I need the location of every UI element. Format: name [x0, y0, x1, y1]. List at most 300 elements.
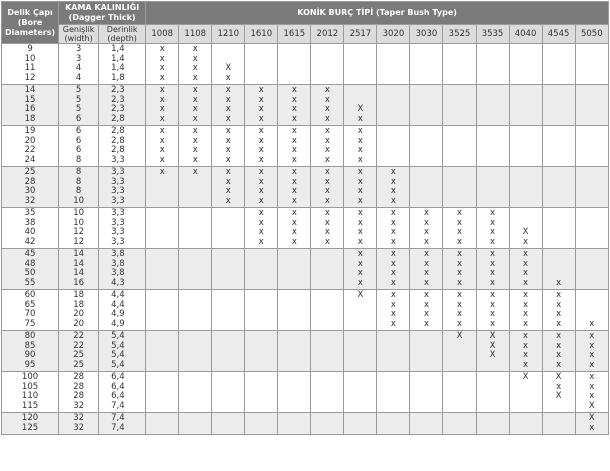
compatibility-mark-cell-value: x	[357, 249, 363, 259]
compatibility-mark-cell-value	[245, 320, 277, 330]
compatibility-mark-cell	[212, 331, 245, 372]
bore-diameter-cell-value: 48	[24, 258, 36, 269]
key-width-cell-value: 5	[75, 94, 82, 105]
key-width-cell-value: 22	[73, 340, 85, 351]
compatibility-mark-cell-value: x	[225, 145, 231, 155]
compatibility-mark-cell-value: X	[555, 391, 562, 401]
compatibility-mark-cell	[311, 372, 344, 413]
compatibility-mark-cell-value	[179, 414, 211, 424]
compatibility-mark-cell-value: x	[456, 299, 462, 310]
bore-diameter-cell-value: 70	[24, 309, 36, 319]
compatibility-mark-cell-value: x	[423, 277, 429, 288]
bore-diameter-cell-value: 28	[24, 176, 36, 187]
key-width-cell	[59, 85, 99, 126]
compatibility-mark-cell	[575, 331, 608, 372]
bore-diameter-cell-value: 55	[24, 277, 36, 288]
compatibility-mark-cell	[311, 249, 344, 290]
compatibility-mark-cell-value	[278, 291, 310, 301]
compatibility-mark-cell-value	[344, 74, 376, 84]
compatibility-mark-cell	[377, 208, 410, 249]
compatibility-mark-cell-value	[377, 361, 409, 371]
bore-diameter-cell-value: 42	[24, 236, 36, 247]
compatibility-mark-cell	[278, 167, 311, 208]
compatibility-mark-cell-value: x	[357, 227, 363, 237]
compatibility-mark-cell-value	[477, 402, 509, 412]
compatibility-mark-cell-value	[179, 269, 211, 279]
key-depth-cell-value: 4,4	[111, 299, 125, 310]
compatibility-mark-cell	[146, 167, 179, 208]
key-depth-cell-value: 5,4	[111, 350, 125, 360]
compatibility-mark-cell-value: x	[523, 249, 529, 259]
bore-diameter-cell-value: 60	[24, 290, 36, 300]
key-depth-cell-value: 1,4	[111, 53, 125, 64]
key-depth-cell	[99, 331, 146, 372]
compatibility-mark-cell	[146, 44, 179, 85]
compatibility-mark-cell-value	[576, 55, 608, 65]
compatibility-mark-cell-value: X	[555, 372, 562, 382]
compatibility-mark-cell	[542, 372, 575, 413]
compatibility-mark-cell-value	[146, 351, 178, 361]
compatibility-mark-cell-value	[245, 260, 277, 270]
compatibility-mark-cell	[146, 372, 179, 413]
compatibility-mark-cell-value	[543, 55, 575, 65]
compatibility-mark-cell	[443, 44, 476, 85]
compatibility-mark-cell-value: x	[291, 186, 297, 196]
compatibility-mark-cell-value	[278, 342, 310, 352]
compatibility-mark-cell-value: x	[324, 195, 330, 206]
compatibility-mark-cell-value	[311, 424, 343, 434]
compatibility-mark-cell-value: x	[589, 372, 595, 382]
compatibility-mark-cell-value: x	[390, 258, 396, 269]
compatibility-mark-cell-value: x	[456, 217, 462, 228]
compatibility-mark-cell-value	[245, 383, 277, 393]
compatibility-mark-cell-value: x	[357, 167, 363, 177]
compatibility-mark-cell-value	[278, 351, 310, 361]
compatibility-mark-cell-value	[510, 146, 542, 156]
key-depth-cell	[99, 413, 146, 435]
bore-diameter-cell-value: 50	[24, 268, 36, 278]
bush-type-header: 2517	[344, 25, 377, 44]
compatibility-mark-cell-value: x	[456, 249, 462, 259]
compatibility-mark-cell	[476, 85, 509, 126]
key-depth-cell-value: 4,9	[111, 309, 125, 319]
compatibility-mark-cell	[344, 44, 377, 85]
compatibility-mark-cell-value	[443, 197, 475, 207]
compatibility-mark-cell-value	[576, 250, 608, 260]
compatibility-mark-cell	[476, 413, 509, 435]
compatibility-mark-cell-value	[410, 402, 442, 412]
compatibility-mark-cell-value	[410, 127, 442, 137]
key-width-cell-value: 4	[75, 63, 82, 73]
compatibility-mark-cell-value: x	[291, 217, 297, 228]
compatibility-mark-cell-value	[576, 291, 608, 301]
compatibility-mark-cell-value	[410, 86, 442, 96]
compatibility-mark-cell-value	[146, 238, 178, 248]
bore-diameter-cell-value: 45	[24, 249, 36, 259]
key-depth-cell	[99, 290, 146, 331]
compatibility-mark-cell-value	[311, 55, 343, 65]
compatibility-mark-cell-value: x	[390, 236, 396, 247]
bore-diameter-cell-value: 115	[21, 400, 39, 411]
compatibility-mark-cell-value	[543, 137, 575, 147]
compatibility-mark-cell-value: x	[390, 299, 396, 310]
compatibility-mark-cell-value	[146, 187, 178, 197]
compatibility-mark-cell	[311, 331, 344, 372]
compatibility-mark-cell-value	[344, 402, 376, 412]
compatibility-mark-cell-value: x	[456, 208, 462, 218]
compatibility-mark-cell-value	[179, 373, 211, 383]
compatibility-mark-cell-value: x	[258, 208, 264, 218]
compatibility-mark-cell-value	[212, 414, 244, 424]
compatibility-mark-cell	[212, 290, 245, 331]
compatibility-mark-cell	[410, 44, 443, 85]
key-depth-cell-value: 7,4	[111, 422, 125, 433]
compatibility-mark-cell-value	[543, 156, 575, 166]
compatibility-mark-cell-value: x	[490, 309, 496, 319]
bore-group-row	[2, 208, 609, 249]
bush-type-header: 3535	[476, 25, 509, 44]
compatibility-mark-cell-value: x	[258, 167, 264, 177]
compatibility-mark-cell-value	[543, 178, 575, 188]
key-width-header: Genişlik (width)	[59, 25, 99, 44]
compatibility-mark-cell-value	[510, 105, 542, 115]
key-depth-cell-value: 3,3	[111, 217, 125, 228]
compatibility-mark-cell	[509, 126, 542, 167]
compatibility-mark-cell	[575, 249, 608, 290]
compatibility-mark-cell-value	[510, 156, 542, 166]
compatibility-mark-cell-value	[278, 310, 310, 320]
compatibility-mark-cell	[443, 85, 476, 126]
compatibility-mark-cell-value	[146, 178, 178, 188]
compatibility-mark-cell-value	[146, 402, 178, 412]
compatibility-mark-cell	[509, 372, 542, 413]
compatibility-mark-cell-value	[410, 361, 442, 371]
compatibility-mark-cell-value: x	[423, 249, 429, 259]
key-depth-cell-value: 5,4	[111, 359, 125, 370]
compatibility-mark-cell-value	[311, 383, 343, 393]
compatibility-mark-cell	[509, 44, 542, 85]
compatibility-mark-cell-value	[443, 342, 475, 352]
key-depth-cell	[99, 85, 146, 126]
compatibility-mark-cell	[509, 208, 542, 249]
key-depth-cell-value: 6,4	[111, 391, 125, 401]
compatibility-mark-cell	[575, 126, 608, 167]
bore-group-row	[2, 44, 609, 85]
key-depth-cell	[99, 44, 146, 85]
key-depth-cell	[99, 372, 146, 413]
compatibility-mark-cell	[311, 167, 344, 208]
compatibility-mark-cell-value: x	[225, 167, 231, 177]
compatibility-mark-cell-value	[410, 156, 442, 166]
compatibility-mark-cell-value: x	[258, 154, 264, 165]
taper-bush-table	[1, 1, 609, 435]
compatibility-mark-cell	[245, 208, 278, 249]
compatibility-mark-cell-value: X	[489, 350, 496, 360]
compatibility-mark-cell	[476, 290, 509, 331]
compatibility-mark-cell-value: x	[159, 154, 165, 165]
compatibility-mark-cell-value	[179, 219, 211, 229]
key-width-cell-value: 16	[73, 277, 85, 288]
compatibility-mark-cell-value: x	[192, 63, 198, 73]
compatibility-mark-cell	[344, 208, 377, 249]
compatibility-mark-cell-value	[510, 414, 542, 424]
compatibility-mark-cell-value	[278, 402, 310, 412]
compatibility-mark-cell	[245, 331, 278, 372]
compatibility-mark-cell-value	[443, 178, 475, 188]
key-width-cell	[59, 290, 99, 331]
compatibility-mark-cell-value: x	[324, 208, 330, 218]
compatibility-mark-cell-value	[245, 402, 277, 412]
compatibility-mark-cell	[212, 372, 245, 413]
compatibility-mark-cell-value: x	[192, 44, 198, 54]
compatibility-mark-cell-value	[245, 310, 277, 320]
compatibility-mark-cell-value	[311, 74, 343, 84]
compatibility-mark-cell-value: x	[456, 227, 462, 237]
compatibility-mark-cell-value: x	[159, 63, 165, 73]
key-depth-cell-value: 3,8	[111, 268, 125, 278]
bore-diameter-cell	[2, 126, 59, 167]
compatibility-mark-cell	[344, 413, 377, 435]
compatibility-mark-cell-value	[477, 168, 509, 178]
compatibility-mark-cell	[542, 126, 575, 167]
compatibility-mark-cell-value	[410, 105, 442, 115]
key-depth-cell-value: 2,8	[111, 113, 125, 124]
compatibility-mark-cell	[410, 126, 443, 167]
bore-diameter-cell-value: 75	[24, 318, 36, 329]
bush-type-header: 1615	[278, 25, 311, 44]
compatibility-mark-cell	[542, 290, 575, 331]
compatibility-mark-cell-value: x	[258, 176, 264, 187]
compatibility-mark-cell-value	[410, 373, 442, 383]
compatibility-mark-cell	[443, 126, 476, 167]
compatibility-mark-cell-value: x	[423, 208, 429, 218]
key-width-cell-value: 32	[73, 422, 85, 433]
key-width-cell	[59, 413, 99, 435]
compatibility-mark-cell-value	[377, 74, 409, 84]
compatibility-mark-cell-value: x	[456, 268, 462, 278]
compatibility-mark-cell	[212, 208, 245, 249]
compatibility-mark-cell	[245, 44, 278, 85]
compatibility-mark-cell-value	[443, 55, 475, 65]
compatibility-mark-cell-value	[278, 383, 310, 393]
compatibility-mark-cell-value: x	[258, 94, 264, 105]
compatibility-mark-cell-value	[212, 310, 244, 320]
compatibility-mark-cell	[179, 290, 212, 331]
compatibility-mark-cell-value	[311, 373, 343, 383]
compatibility-mark-cell-value: x	[357, 195, 363, 206]
compatibility-mark-cell-value	[212, 361, 244, 371]
compatibility-mark-cell	[344, 126, 377, 167]
key-depth-cell-value: 1,8	[111, 72, 125, 83]
compatibility-mark-cell-value	[477, 414, 509, 424]
compatibility-mark-cell	[245, 372, 278, 413]
compatibility-mark-cell-value	[179, 187, 211, 197]
compatibility-mark-cell-value	[377, 45, 409, 55]
compatibility-mark-cell-value	[410, 332, 442, 342]
compatibility-mark-cell-value	[377, 96, 409, 106]
key-width-cell-value: 5	[75, 104, 82, 114]
compatibility-mark-cell-value	[311, 332, 343, 342]
compatibility-mark-cell-value	[311, 310, 343, 320]
key-depth-cell-value: 2,8	[111, 135, 125, 146]
compatibility-mark-cell-value	[278, 332, 310, 342]
key-width-cell-value: 32	[73, 413, 85, 423]
compatibility-mark-cell-value	[377, 137, 409, 147]
compatibility-mark-cell-value: x	[357, 186, 363, 196]
compatibility-mark-cell-value: x	[589, 340, 595, 351]
compatibility-mark-cell-value: x	[357, 236, 363, 247]
compatibility-mark-cell-value	[344, 332, 376, 342]
compatibility-mark-cell	[179, 167, 212, 208]
compatibility-mark-cell	[245, 413, 278, 435]
compatibility-mark-cell	[410, 167, 443, 208]
compatibility-mark-cell-value	[576, 105, 608, 115]
compatibility-mark-cell-value: x	[192, 94, 198, 105]
compatibility-mark-cell-value	[443, 383, 475, 393]
compatibility-mark-cell-value: x	[324, 126, 330, 136]
key-width-cell	[59, 44, 99, 85]
compatibility-mark-cell-value	[510, 96, 542, 106]
compatibility-mark-cell-value	[576, 209, 608, 219]
compatibility-mark-cell	[476, 44, 509, 85]
compatibility-mark-cell-value	[212, 238, 244, 248]
bore-diameter-cell	[2, 413, 59, 435]
compatibility-mark-cell-value	[278, 250, 310, 260]
compatibility-mark-cell-value	[212, 250, 244, 260]
compatibility-mark-cell	[410, 331, 443, 372]
compatibility-mark-cell-value: X	[489, 340, 496, 351]
compatibility-mark-cell-value: x	[324, 135, 330, 146]
compatibility-mark-cell-value	[410, 74, 442, 84]
compatibility-mark-cell	[509, 85, 542, 126]
compatibility-mark-cell-value	[245, 269, 277, 279]
compatibility-mark-cell	[311, 85, 344, 126]
compatibility-mark-cell-value	[543, 168, 575, 178]
compatibility-mark-cell-value	[212, 209, 244, 219]
compatibility-mark-cell-value: x	[258, 186, 264, 196]
compatibility-mark-cell	[146, 126, 179, 167]
compatibility-mark-cell-value	[543, 86, 575, 96]
compatibility-mark-cell-value: x	[423, 217, 429, 228]
compatibility-mark-cell-value	[477, 187, 509, 197]
compatibility-mark-cell-value	[477, 96, 509, 106]
compatibility-mark-cell	[146, 208, 179, 249]
compatibility-mark-cell-value: x	[225, 195, 231, 206]
compatibility-mark-cell	[179, 331, 212, 372]
compatibility-mark-cell-value: x	[159, 44, 165, 54]
bore-diameter-cell	[2, 167, 59, 208]
compatibility-mark-cell-value: x	[258, 227, 264, 237]
compatibility-mark-cell	[377, 372, 410, 413]
key-width-cell-value: 18	[73, 290, 85, 300]
compatibility-mark-cell	[179, 372, 212, 413]
bore-diameter-cell-value: 12	[24, 72, 36, 83]
bore-diameter-cell-value: 30	[24, 186, 36, 196]
compatibility-mark-cell-value: x	[423, 268, 429, 278]
compatibility-mark-cell-value	[344, 424, 376, 434]
compatibility-mark-cell-value	[179, 342, 211, 352]
compatibility-mark-cell	[245, 290, 278, 331]
compatibility-mark-cell-value: x	[258, 217, 264, 228]
compatibility-mark-cell-value	[146, 373, 178, 383]
key-width-cell-value: 3	[75, 53, 82, 64]
bore-diameter-cell-value: 85	[24, 340, 36, 351]
compatibility-mark-cell-value: x	[225, 186, 231, 196]
compatibility-mark-cell-value	[477, 156, 509, 166]
compatibility-mark-cell-value	[410, 64, 442, 74]
key-depth-cell-value: 6,4	[111, 381, 125, 392]
compatibility-mark-cell-value: x	[324, 94, 330, 105]
compatibility-mark-cell-value	[543, 424, 575, 434]
key-width-cell-value: 6	[75, 135, 82, 146]
compatibility-mark-cell-value	[146, 219, 178, 229]
compatibility-mark-cell	[443, 331, 476, 372]
compatibility-mark-cell-value	[477, 146, 509, 156]
compatibility-mark-cell	[311, 126, 344, 167]
compatibility-mark-cell-value	[443, 127, 475, 137]
compatibility-mark-cell-value: x	[159, 113, 165, 124]
compatibility-mark-cell-value	[344, 351, 376, 361]
compatibility-mark-cell-value	[377, 127, 409, 137]
compatibility-mark-cell-value: x	[159, 145, 165, 155]
compatibility-mark-cell	[377, 331, 410, 372]
compatibility-mark-cell	[344, 290, 377, 331]
compatibility-mark-cell-value	[543, 414, 575, 424]
compatibility-mark-cell-value	[179, 250, 211, 260]
compatibility-mark-cell-value: x	[589, 422, 595, 433]
compatibility-mark-cell-value	[377, 424, 409, 434]
compatibility-mark-cell-value: x	[523, 359, 529, 370]
compatibility-mark-cell-value	[146, 291, 178, 301]
bush-type-header: 5050	[575, 25, 608, 44]
key-width-cell-value: 3	[75, 44, 82, 54]
compatibility-mark-cell-value: x	[192, 145, 198, 155]
key-depth-cell	[99, 126, 146, 167]
compatibility-mark-cell-value: x	[324, 236, 330, 247]
compatibility-mark-cell-value: x	[291, 94, 297, 105]
compatibility-mark-cell-value: x	[225, 94, 231, 105]
compatibility-mark-cell-value	[278, 55, 310, 65]
compatibility-mark-cell	[278, 372, 311, 413]
compatibility-mark-cell-value	[245, 373, 277, 383]
compatibility-mark-cell-value: x	[324, 113, 330, 124]
compatibility-mark-cell-value: x	[523, 318, 529, 329]
compatibility-mark-cell-value: x	[456, 236, 462, 247]
compatibility-mark-cell	[443, 290, 476, 331]
compatibility-mark-cell-value: x	[589, 331, 595, 341]
compatibility-mark-cell	[542, 167, 575, 208]
compatibility-mark-cell	[278, 413, 311, 435]
compatibility-mark-cell-value	[212, 402, 244, 412]
compatibility-mark-cell-value: x	[490, 299, 496, 310]
bore-diameter-cell-value: 120	[21, 413, 39, 423]
compatibility-mark-cell-value	[212, 260, 244, 270]
compatibility-mark-cell-value	[477, 55, 509, 65]
compatibility-mark-cell-value	[146, 260, 178, 270]
compatibility-mark-cell	[410, 85, 443, 126]
compatibility-mark-cell-value: x	[490, 249, 496, 259]
bore-diameter-cell-value: 80	[24, 331, 36, 341]
compatibility-mark-cell-value	[278, 301, 310, 311]
compatibility-mark-cell-value	[179, 361, 211, 371]
compatibility-mark-cell-value: X	[456, 331, 463, 341]
compatibility-mark-cell-value	[179, 424, 211, 434]
bore-diameter-cell-value: 32	[24, 195, 36, 206]
compatibility-mark-cell-value: x	[291, 195, 297, 206]
compatibility-mark-cell-value	[543, 74, 575, 84]
compatibility-mark-cell-value: x	[357, 208, 363, 218]
key-width-cell-value: 5	[75, 85, 82, 95]
